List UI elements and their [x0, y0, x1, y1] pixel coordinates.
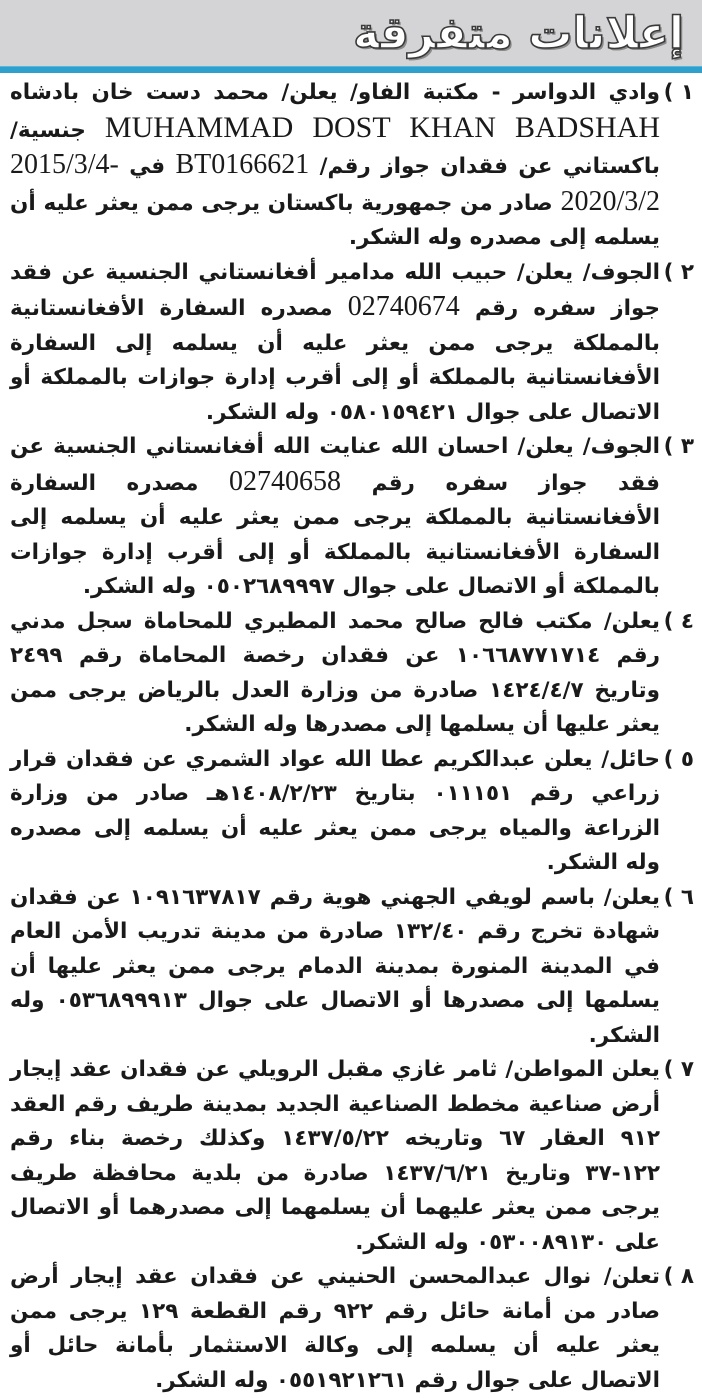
notice-number: ٣ ) [663, 434, 694, 459]
notice-text: جنسية/ باكستاني عن فقدان جواز رقم/ [10, 117, 660, 179]
notice-text: مصدره السفارة الأفغانستانية بالمملكة يرجى ممن يعثر عليه أن يسلمه إلى السفارة الأفغانستانية بالمملكة أو إلى أقرب إدارة جوازات بالمملكة أو الاتصال على جوال ٠٥٨٠١٥٩٤٢١ وله الشكر. [10, 296, 660, 425]
notice-number: ١ ) [663, 80, 694, 105]
notice-number: ٤ ) [663, 608, 694, 634]
notice-text: تعلن/ نوال عبدالمحسن الحنيني عن فقدان عقد إيجار أرض صادر من أمانة حائل رقم ٩٢٢ رقم القطعة ١٢٩ يرجى ممن يعثر عليه أن يسلمه إلى وكالة الاستثمار بأمانة حائل أو الاتصال على جوال رقم ٠٥٥١٩٢١٢٦١ وله الشكر. [10, 1264, 661, 1393]
notice-number: ٢ ) [663, 259, 694, 285]
notice-item-8 [10, 1260, 694, 1398]
notice-text: صادر من جمهورية باكستان يرجى ممن يعثر عليه أن يسلمه إلى مصدره وله الشكر. [10, 190, 660, 250]
notice-text: وادي الدواسر - مكتبة الفاو/ يعلن/ محمد دست خان بادشاه [10, 80, 660, 105]
passport-number: 02740674 [347, 291, 460, 322]
notice-item-4 [10, 605, 694, 743]
notice-text: الجوف/ يعلن/ حبيب الله مدامير أفغانستاني الجنسية عن فقد جواز سفره رقم [10, 259, 660, 321]
notice-item-5 [10, 743, 694, 881]
notice-number: ٥ ) [663, 746, 694, 772]
section-header [0, 0, 702, 66]
notices-list [10, 76, 694, 1398]
notice-text: مصدره السفارة الأفغانستانية بالمملكة يرجى ممن يعثر عليه أن يسلمه إلى السفارة الأفغانستانية بالمملكة أو إلى أقرب إدارة جوازات بالمملكة أو الاتصال على جوال ٠٥٠٢٦٨٩٩٩٧ وله الشكر. [10, 470, 660, 599]
notice-text: يعلن/ باسم لويفي الجهني هوية رقم ١٠٩١٦٣٧٨١٧ عن فقدان شهادة تخرج رقم ١٣٢/٤٠ صادرة من مدينة تدريب الأمن العام في المدينة المنورة بمدينة الدمام يرجى ممن يعثر عليها أن يسلمها إلى مصدرها أو الاتصال على جوال ٠٥٣٦٨٩٩٩١٣ وله الشكر. [10, 884, 660, 1048]
section-title: إعلانات متفرقة [353, 8, 684, 59]
notice-item-1 [10, 76, 694, 256]
notice-item-6 [10, 881, 694, 1054]
validity-dates: 2015/3/4-2020/3/2 [10, 149, 660, 217]
notice-text: في [118, 154, 176, 179]
notice-number: ٧ ) [663, 1057, 694, 1082]
notice-latin-name: MUHAMMAD DOST KHAN BADSHAH [104, 110, 661, 144]
passport-number: BT0166621 [175, 149, 310, 180]
notice-item-3 [10, 430, 694, 605]
notice-text: حائل/ يعلن عبدالكريم عطا الله عواد الشمري عن فقدان قرار زراعي رقم ٠١١١٥١ بتاريخ ١٤٠٨/٢/٢٣هـ صادر من وزارة الزراعة والمياه يرجى ممن يعثر عليه أن يسلمه إلى مصدره وله الشكر. [10, 746, 660, 875]
notice-text: يعلن المواطن/ ثامر غازي مقبل الرويلي عن فقدان عقد إيجار أرض صناعية مخطط الصناعية الجديد بمدينة طريف رقم العقد ٩١٢ العقار ٦٧ وتاريخه ١٤٣٧/٥/٢٢ وكذلك رخصة بناء رقم ١٢٢-٣٧ وتاريخ ١٤٣٧/٦/٢١ صادرة من بلدية محافظة طريف يرجى ممن يعثر عليهما أن يسلمهما إلى مصدرهما أو الاتصال على ٠٥٣٠٠٨٩١٣٠ وله الشكر. [10, 1057, 660, 1255]
passport-number: 02740658 [229, 465, 342, 497]
header-divider [0, 66, 702, 73]
notice-number: ٨ ) [663, 1264, 694, 1289]
notice-text: الجوف/ يعلن/ احسان الله عنايت الله أفغانستاني الجنسية عن فقد جواز سفره رقم [10, 434, 660, 496]
notice-item-7 [10, 1053, 694, 1260]
notice-text: يعلن/ مكتب فالح صالح محمد المطيري للمحاماة سجل مدني رقم ١٠٦٦٨٧٧١٧١٤ عن فقدان رخصة المحاماة رقم ٢٤٩٩ وتاريخ ١٤٢٤/٤/٧ صادرة من وزارة العدل بالرياض يرجى ممن يعثر عليها أن يسلمها إلى مصدرها وله الشكر. [10, 608, 660, 737]
notice-number: ٦ ) [663, 884, 694, 910]
notice-item-2 [10, 256, 694, 431]
